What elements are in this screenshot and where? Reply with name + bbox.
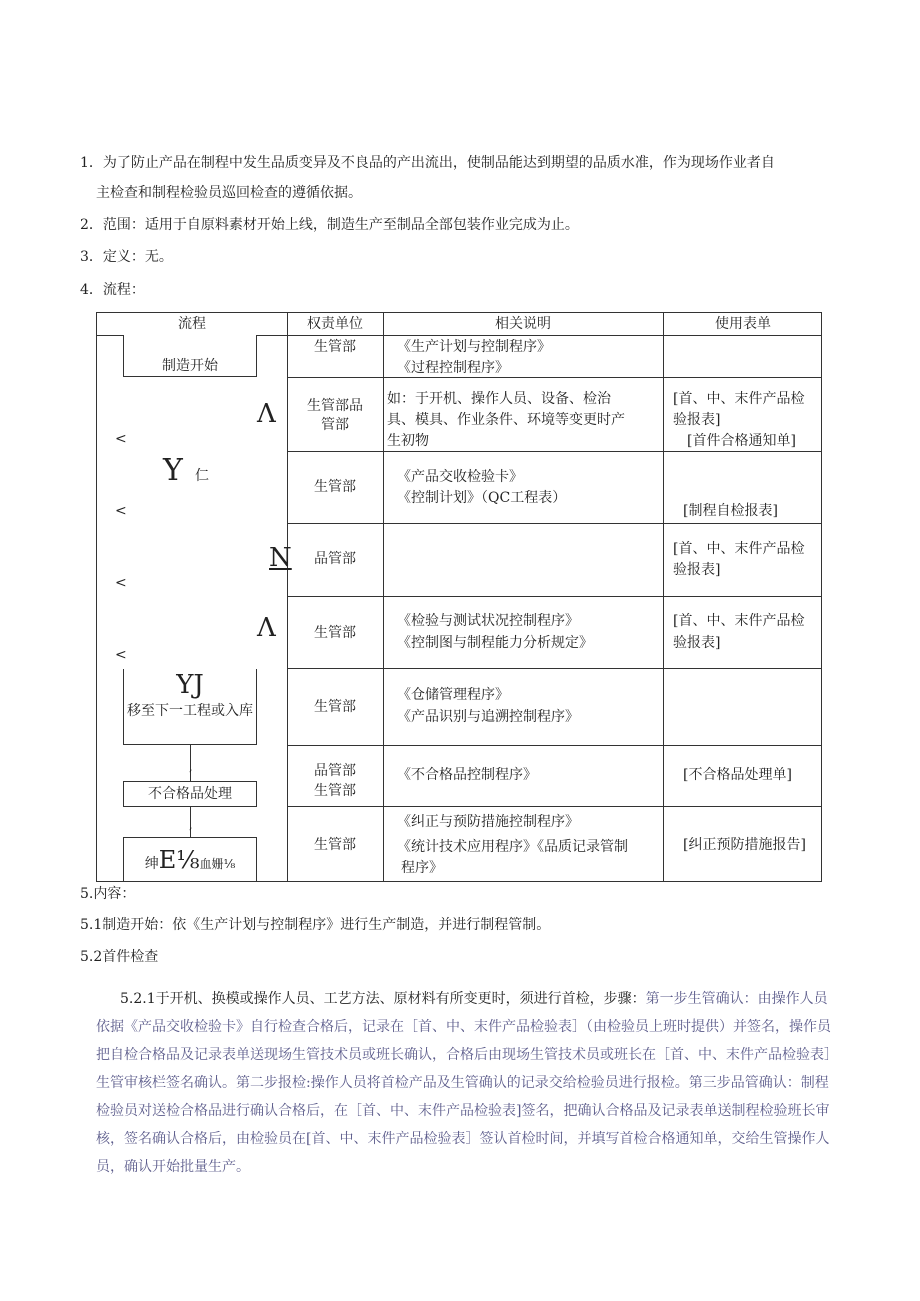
flow-y: Y <box>163 453 183 488</box>
row5-desc-1: 《检验与测试状况控制程序》 <box>397 613 579 629</box>
flow-last-pre: 绅 <box>144 856 159 872</box>
row3-desc-2: 《控制计划》（QC工程表） <box>397 490 567 506</box>
row2-desc-2: 具、模具、作业条件、环境等变更时产 <box>387 412 625 428</box>
flow-corrective-box <box>123 837 257 881</box>
flow-comma-1: , <box>189 761 193 774</box>
row4-form-2: 验报表] <box>673 562 721 578</box>
row1-unit: 生管部 <box>314 339 356 355</box>
row6-unit: 生管部 <box>314 699 356 715</box>
row2-desc-3: 生初物 <box>387 433 429 449</box>
row5-unit: 生管部 <box>314 625 356 641</box>
header-unit: 权责单位 <box>307 316 363 332</box>
flow-nonconform-box <box>123 781 257 807</box>
row6-desc-1: 《仓储管理程序》 <box>397 687 509 703</box>
row8-unit: 生管部 <box>314 837 356 853</box>
header-forms: 使用表单 <box>715 316 771 332</box>
row5-form-2: 验报表] <box>673 635 721 651</box>
flow-move-label: 移至下一工程或入库 <box>127 703 253 719</box>
row5-desc-2: 《控制图与制程能力分析规定》 <box>397 635 593 651</box>
row1-desc-2: 《过程控制程序》 <box>397 360 509 376</box>
row8-desc-2: 《统计技术应用程序》《品质记录管制 <box>397 839 628 855</box>
row4-form-1: [首、中、末件产品检 <box>673 541 805 557</box>
content-5-1: 5.1制造开始：依《生产计划与控制程序》进行生产制造，并进行制程管制。 <box>80 917 551 933</box>
flow-start-box <box>123 335 257 377</box>
intro-flow-heading: 4．流程： <box>80 282 145 298</box>
row8-desc-1: 《纠正与预防措施控制程序》 <box>397 814 579 830</box>
flow-comma-2: , <box>189 819 193 832</box>
flow-last-post: 血姗⅛ <box>199 857 236 871</box>
row7-form-1: [不合格品处理单] <box>683 767 792 783</box>
flow-nonconform-label: 不合格品处理 <box>148 786 232 802</box>
content-heading: 5.内容： <box>80 886 136 902</box>
flow-yj: YJ <box>176 670 204 700</box>
row3-unit: 生管部 <box>314 479 356 495</box>
row2-form-3: [首件合格通知单] <box>687 433 796 449</box>
flow-n: N <box>269 543 292 573</box>
intro-purpose-line2: 主检查和制程检验员巡回检查的遵循依据。 <box>96 185 362 201</box>
row2-desc-1: 如：于开机、操作人员、设备、检治 <box>387 391 611 407</box>
flow-lt-2: < <box>115 503 127 519</box>
intro-scope: 2．范围：适用于自原料素材开始上线，制造生产至制品全部包装作业完成为止。 <box>80 217 579 233</box>
row5-form-1: [首、中、末件产品检 <box>673 613 805 629</box>
flow-start-label: 制造开始 <box>162 358 218 374</box>
flow-last-big: E⅛ <box>158 846 200 874</box>
row7-unit: 品管部生管部 <box>314 763 356 799</box>
intro-definition: 3．定义：无。 <box>80 249 173 265</box>
row7-desc-1: 《不合格品控制程序》 <box>397 767 537 783</box>
intro-purpose-line1: 1．为了防止产品在制程中发生品质变异及不良品的产出流出，使制品能达到期望的品质水准，作为现场作业者自 <box>80 155 775 171</box>
row2-form-2: 验报表] <box>673 412 721 428</box>
row8-desc-3: 程序》 <box>401 860 443 876</box>
row6-desc-2: 《产品识别与追溯控制程序》 <box>397 709 579 725</box>
row3-desc-1: 《产品交收检验卡》 <box>397 469 523 485</box>
row4-unit: 品管部 <box>314 551 356 567</box>
flow-ren: 仁 <box>195 468 209 484</box>
content-5-2-1-lead: 5.2.1于开机、换模或操作人员、工艺方法、原材料有所变更时，须进行首检，步骤： <box>120 991 646 1007</box>
header-description: 相关说明 <box>495 316 551 332</box>
flow-move-box <box>123 669 257 745</box>
row8-form-1: [纠正预防措施报告] <box>683 837 806 853</box>
flow-lt-4: < <box>115 647 127 663</box>
flow-lambda-1: Λ <box>257 399 276 429</box>
header-flow: 流程 <box>178 316 206 332</box>
row1-desc-1: 《生产计划与控制程序》 <box>397 339 551 355</box>
content-5-2-1 <box>96 985 836 1181</box>
row3-form-1: [制程自检报表] <box>683 503 778 519</box>
flow-lt-1: < <box>115 431 127 447</box>
flow-lambda-2: Λ <box>257 613 276 643</box>
content-5-2-heading: 5.2首件检查 <box>80 949 159 965</box>
process-table <box>96 312 822 882</box>
row2-unit: 生管部品管部 <box>307 398 363 433</box>
row2-form-1: [首、中、末件产品检 <box>673 391 805 407</box>
flow-lt-3: < <box>115 575 127 591</box>
content-5-2-1-steps: 第一步生管确认：由操作人员依据《产品交收检验卡》自行检查合格后，记录在［首、中、末件产品检验表］（由检验员上班时提供）并签名，操作员把自检合格品及记录表单送现场生管技术员或班长确认，合格后由现场生管技术员或班长在［首、中、末件产品检验表］生管审核栏签名确认。第二步报检:操作人员将首检产品及生管确认的记录交给检验员进行报检。第三步品管确认：制程检验员对送检合格品进行确认合格后，在［首、中、末件产品检验表]签名，把确认合格品及记录表单送制程检验班长审核，签名确认合格后，由检验员在[首、中、末件产品检验表］签认首检时间，并填写首检合格通知单，交给生管操作人员，确认开始批量生产。 <box>96 991 831 1175</box>
